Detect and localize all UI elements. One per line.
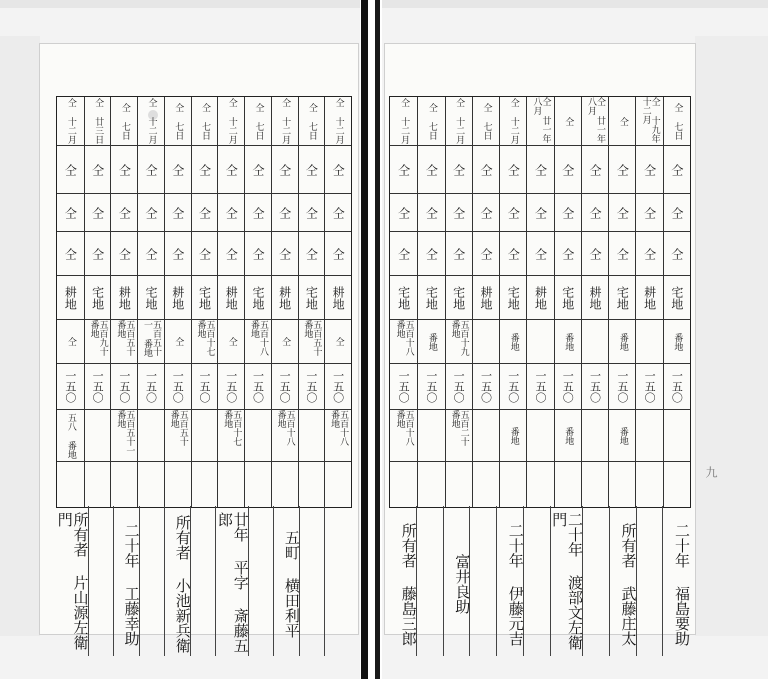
register-cell-num_b [192,409,218,461]
register-cell-use: 耕地 [218,275,244,319]
register-cell-r2: 仝 [218,145,244,193]
register-cell-area: 一五〇 [165,363,191,409]
register-column [554,97,581,507]
register-cell-num_b [138,409,164,461]
register-cell-r4: 仝 [245,231,271,275]
register-cell-area: 一五〇 [664,363,690,409]
register-cell-num_b: 五百十八 番地 [272,409,298,461]
register-cell-area: 一五〇 [418,363,444,409]
register-column [390,97,417,507]
register-cell-r2: 仝 [57,145,84,193]
register-cell-area: 一五〇 [85,363,111,409]
register-cell-r4: 仝 [636,231,662,275]
register-cell-num_b: 五百二十 番地 [446,409,472,461]
register-cell-use: 宅地 [390,275,417,319]
register-cell-date: 仝 七日 [200,102,210,140]
register-cell-blank [165,461,191,507]
register-cell-r4: 仝 [111,231,137,275]
register-cell-r2: 仝 [138,145,164,193]
register-cell-date: 仝 廿一年 八月 [586,97,606,143]
register-cell-num_a [527,319,553,363]
register-cell-area: 一五〇 [555,363,581,409]
register-cell-num_b: 五百十八 番地 [325,409,351,461]
register-cell-r3: 仝 [418,193,444,231]
margin-note: 九 [704,466,718,478]
register-cell-r4: 仝 [138,231,164,275]
register-cell-r2: 仝 [473,145,499,193]
left-outer-margin [0,36,40,636]
register-cell-r4: 仝 [57,231,84,275]
register-cell-r3: 仝 [299,193,325,231]
register-cell-use: 宅地 [85,275,111,319]
register-cell-area: 一五〇 [390,363,417,409]
register-cell-num_b [418,409,444,461]
register-cell-blank [446,461,472,507]
register-cell-blank [582,461,608,507]
register-column [271,97,298,507]
register-cell-r4: 仝 [500,231,526,275]
register-cell-date: 仝 十九年 十二月 [640,97,660,143]
register-cell-area: 一五〇 [299,363,325,409]
register-cell-r3: 仝 [272,193,298,231]
register-cell-num_a: 五百九十 番地 [85,319,111,363]
register-cell-num_a: 仝 [165,319,191,363]
register-cell-num_a: 五百十八 番地 [390,319,417,363]
register-cell-num_b: 番地 [555,409,581,461]
owner-name: 所有者 藤島三郎 [399,522,418,646]
register-cell-r3: 仝 [57,193,84,231]
register-cell-date: 仝 十二月 [399,98,410,144]
right-outer-margin [695,36,768,636]
register-cell-num_b [245,409,271,461]
register-cell-date: 仝 七日 [173,102,184,140]
register-cell-area: 一五〇 [527,363,553,409]
register-cell-num_b: 五百五十一 番地 [111,409,137,461]
owner-name [324,506,350,656]
register-column [635,97,662,507]
register-cell-num_a: 五百五十一 番地 [138,319,164,363]
register-cell-r4: 仝 [192,231,218,275]
register-cell-num_b [582,409,608,461]
register-cell-num_a: 五百五十 番地 [299,319,325,363]
register-cell-num_b [299,409,325,461]
left-register-table [56,96,352,508]
register-cell-date: 仝 七日 [672,102,683,140]
register-cell-blank [57,461,84,507]
owner-name [582,506,609,656]
register-cell-date: 仝 七日 [119,102,130,140]
register-cell-use: 宅地 [555,275,581,319]
right-page [385,44,695,650]
owner-name [139,506,165,656]
register-cell-r3: 仝 [390,193,417,231]
register-column [417,97,444,507]
register-cell-use: 耕地 [272,275,298,319]
register-cell-r4: 仝 [664,231,690,275]
owner-name [636,506,663,656]
register-cell-use: 耕地 [527,275,553,319]
register-cell-blank [418,461,444,507]
register-cell-r2: 仝 [325,145,351,193]
register-cell-blank [473,461,499,507]
register-cell-r3: 仝 [555,193,581,231]
owner-name: 二十年 福島要助 [662,506,689,656]
register-column [445,97,472,507]
register-cell-r4: 仝 [555,231,581,275]
register-cell-r4: 仝 [299,231,325,275]
register-cell-blank [218,461,244,507]
register-cell-area: 一五〇 [192,363,218,409]
register-cell-r3: 仝 [138,193,164,231]
register-cell-r3: 仝 [500,193,526,231]
register-cell-use: 宅地 [664,275,690,319]
register-cell-date: 仝 廿三日 [93,98,104,144]
register-cell-use: 宅地 [245,275,271,319]
register-cell-r2: 仝 [446,145,472,193]
register-cell-use: 宅地 [138,275,164,319]
register-cell-blank [138,461,164,507]
register-cell-area: 一五〇 [57,363,84,409]
owner-name: 二十年 伊藤元吉 [496,506,523,656]
register-cell-use: 耕地 [57,275,84,319]
register-cell-r3: 仝 [636,193,662,231]
register-column [663,97,690,507]
register-cell-r2: 仝 [500,145,526,193]
register-cell-use: 耕地 [582,275,608,319]
register-cell-blank [192,461,218,507]
register-cell-r2: 仝 [636,145,662,193]
left-page [40,44,358,653]
register-cell-use: 耕地 [636,275,662,319]
register-cell-blank [85,461,111,507]
register-column [499,97,526,507]
register-cell-r4: 仝 [390,231,417,275]
register-cell-r4: 仝 [473,231,499,275]
owner-name: 所有者 小池新兵衛 [164,506,190,656]
owner-name: 廿年 平字 斎藤五郎 [215,506,248,656]
register-cell-area: 一五〇 [272,363,298,409]
register-cell-blank [299,461,325,507]
register-cell-num_a [636,319,662,363]
register-cell-area: 一五〇 [446,363,472,409]
register-cell-use: 宅地 [446,275,472,319]
register-cell-r3: 仝 [165,193,191,231]
owner-name: 富井良助 [443,506,470,656]
register-cell-blank [111,461,137,507]
register-cell-r3: 仝 [192,193,218,231]
register-cell-area: 一五〇 [636,363,662,409]
owner-name [299,506,325,656]
register-cell-num_a: 番地 [664,319,690,363]
register-cell-num_a: 五百十八 番地 [245,319,271,363]
owner-name [416,506,443,656]
register-cell-use: 宅地 [500,275,526,319]
register-cell-date: 仝 七日 [306,102,317,140]
register-cell-r4: 仝 [165,231,191,275]
register-cell-r4: 仝 [609,231,635,275]
register-cell-num_a: 仝 [325,319,351,363]
register-column [137,97,164,507]
register-cell-date: 仝 七日 [426,102,437,140]
register-cell-r4: 仝 [582,231,608,275]
register-cell-area: 一五〇 [500,363,526,409]
register-cell-date: 仝 十二月 [226,98,237,144]
register-cell-area: 一五〇 [473,363,499,409]
register-cell-area: 一五〇 [138,363,164,409]
register-cell-num_a [582,319,608,363]
register-cell-r3: 仝 [664,193,690,231]
register-cell-num_b [473,409,499,461]
register-column [57,97,84,507]
register-column [581,97,608,507]
register-cell-r2: 仝 [192,145,218,193]
register-cell-num_b: 番地 [500,409,526,461]
gutter-shadow-left [361,0,368,679]
right-owner-names [389,506,689,656]
register-cell-date: 仝 十二月 [454,98,465,144]
register-cell-date: 仝 十二月 [333,98,344,144]
register-cell-r4: 仝 [418,231,444,275]
register-cell-r2: 仝 [609,145,635,193]
register-cell-r2: 仝 [664,145,690,193]
register-cell-use: 耕地 [325,275,351,319]
right-register-table [389,96,691,508]
register-cell-r4: 仝 [272,231,298,275]
register-cell-r3: 仝 [325,193,351,231]
register-cell-date: 仝 十二月 [65,98,76,144]
register-cell-r4: 仝 [446,231,472,275]
register-cell-date: 仝 十二月 [508,98,519,144]
register-cell-num_b [664,409,690,461]
register-cell-num_b: 番地 [609,409,635,461]
register-cell-num_b: 五百十八 番地 [390,409,417,461]
register-cell-r3: 仝 [111,193,137,231]
register-cell-blank [664,461,690,507]
register-cell-num_b: 五八 番地 [57,409,84,461]
register-cell-use: 宅地 [418,275,444,319]
register-cell-date: 仝 [563,116,574,126]
owner-name [469,506,496,656]
register-cell-r4: 仝 [85,231,111,275]
owner-name [190,506,216,656]
register-cell-num_a: 五百十七 番地 [192,319,218,363]
register-cell-num_b [527,409,553,461]
register-cell-use: 宅地 [609,275,635,319]
register-cell-num_b [85,409,111,461]
register-cell-num_a: 仝 [272,319,298,363]
register-column [110,97,137,507]
left-owner-names [56,506,350,656]
register-cell-use: 耕地 [473,275,499,319]
register-cell-blank [500,461,526,507]
register-cell-num_a: 五百十九 番地 [446,319,472,363]
owner-name: 二十年 渡部文左衛門 [550,506,583,656]
register-cell-r2: 仝 [272,145,298,193]
register-cell-area: 一五〇 [325,363,351,409]
register-cell-r4: 仝 [325,231,351,275]
register-cell-r2: 仝 [245,145,271,193]
register-column [217,97,244,507]
register-cell-date: 仝 十二月 [280,98,291,144]
register-column [472,97,499,507]
register-cell-r3: 仝 [218,193,244,231]
register-cell-num_a: 仝 [218,319,244,363]
register-cell-r2: 仝 [299,145,325,193]
register-cell-date: 仝 十二月 [146,98,157,144]
register-cell-blank [325,461,351,507]
register-cell-r2: 仝 [111,145,137,193]
register-cell-area: 一五〇 [609,363,635,409]
register-cell-num_a: 番地 [609,319,635,363]
register-column [244,97,271,507]
register-cell-r3: 仝 [245,193,271,231]
register-column [84,97,111,507]
register-cell-num_b: 五百十七 番地 [218,409,244,461]
register-cell-num_a: 番地 [418,319,444,363]
register-cell-use: 宅地 [192,275,218,319]
register-cell-r2: 仝 [85,145,111,193]
register-cell-num_a: 五百五十 番地 [111,319,137,363]
owner-name: 二十年 工藤幸助 [113,506,139,656]
register-cell-num_a [473,319,499,363]
register-cell-date: 仝 [617,116,628,126]
register-column [164,97,191,507]
owner-name: 五町 横田利平 [273,506,299,656]
register-cell-num_a: 番地 [555,319,581,363]
register-cell-r2: 仝 [555,145,581,193]
register-cell-r3: 仝 [527,193,553,231]
owner-name: 所有者 片山源左衛門 [55,512,90,650]
register-column [608,97,635,507]
register-cell-blank [272,461,298,507]
register-cell-num_a: 番地 [500,319,526,363]
register-cell-blank [609,461,635,507]
top-edge [0,0,768,8]
register-cell-num_a: 仝 [57,319,84,363]
register-cell-blank [527,461,553,507]
register-column [191,97,218,507]
register-cell-blank [555,461,581,507]
register-cell-r2: 仝 [418,145,444,193]
owner-name [248,506,274,656]
register-cell-date: 仝 七日 [253,102,264,140]
register-column [324,97,351,507]
register-cell-r4: 仝 [527,231,553,275]
register-cell-area: 一五〇 [245,363,271,409]
gutter-shadow-right [375,0,380,679]
register-cell-num_b: 五百五十 番地 [165,409,191,461]
register-column [526,97,553,507]
register-cell-area: 一五〇 [111,363,137,409]
register-cell-area: 一五〇 [582,363,608,409]
register-cell-use: 宅地 [299,275,325,319]
register-cell-r3: 仝 [473,193,499,231]
register-cell-use: 耕地 [111,275,137,319]
register-cell-r3: 仝 [582,193,608,231]
owner-name: 所有者 武藤庄太 [609,506,636,656]
register-cell-r2: 仝 [390,145,417,193]
register-cell-r3: 仝 [85,193,111,231]
register-cell-r4: 仝 [218,231,244,275]
register-cell-r2: 仝 [165,145,191,193]
register-cell-r2: 仝 [582,145,608,193]
register-cell-blank [390,461,417,507]
register-cell-area: 一五〇 [218,363,244,409]
register-cell-blank [245,461,271,507]
owner-name [523,506,550,656]
register-cell-r3: 仝 [609,193,635,231]
register-cell-blank [636,461,662,507]
register-cell-use: 耕地 [165,275,191,319]
register-cell-num_b [636,409,662,461]
register-cell-r3: 仝 [446,193,472,231]
register-cell-date: 仝 七日 [481,102,492,140]
register-column [298,97,325,507]
owner-name [88,506,114,656]
register-cell-r2: 仝 [527,145,553,193]
register-cell-date: 仝 廿一年 八月 [531,97,551,143]
